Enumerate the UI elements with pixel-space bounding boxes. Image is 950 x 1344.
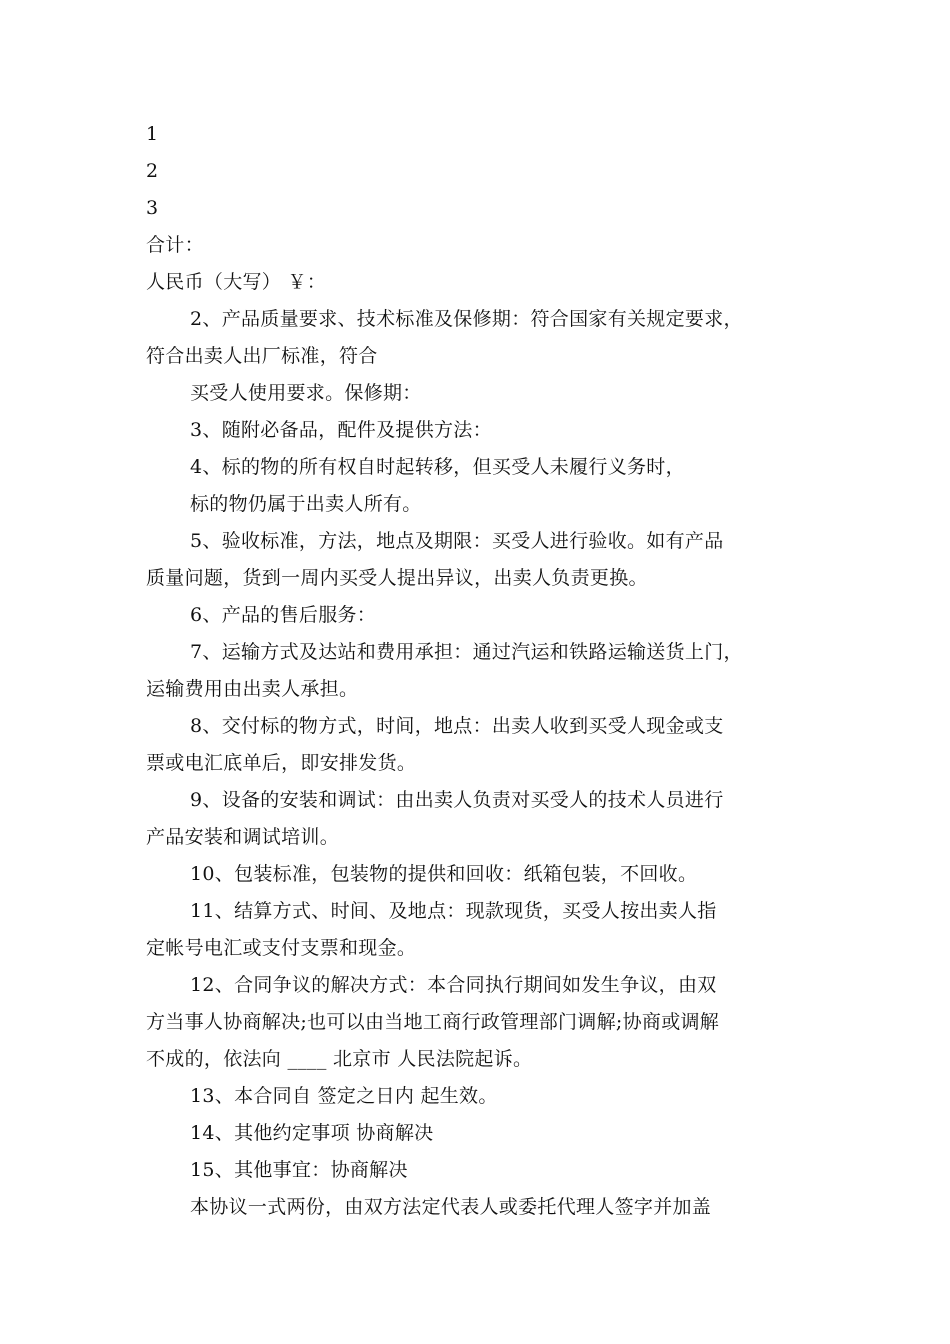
item-number-1: 1 [146, 123, 159, 145]
clause-7-line-1: 7、运输方式及达站和费用承担：通过汽运和铁路运输送货上门， [190, 641, 743, 663]
clause-4-line-2: 标的物仍属于出卖人所有。 [190, 493, 422, 515]
clause-4-line-1: 4、标的物的所有权自时起转移，但买受人未履行义务时， [190, 456, 685, 478]
agreement-copies-line: 本协议一式两份，由双方法定代表人或委托代理人签字并加盖 [190, 1196, 712, 1218]
clause-5-line-2: 质量问题，货到一周内买受人提出异议，出卖人负责更换。 [146, 567, 648, 589]
clause-12-line-1: 12、合同争议的解决方式：本合同执行期间如发生争议，由双 [190, 974, 717, 996]
clause-9-line-2: 产品安装和调试培训。 [146, 826, 340, 848]
item-number-2: 2 [146, 160, 159, 182]
clause-12-line-3: 不成的，依法向 ____ 北京市 人民法院起诉。 [146, 1048, 533, 1070]
clause-7-line-2: 运输费用由出卖人承担。 [146, 678, 359, 700]
clause-8-line-1: 8、交付标的物方式，时间，地点：出卖人收到买受人现金或支 [190, 715, 724, 737]
clause-11-line-2: 定帐号电汇或支付支票和现金。 [146, 937, 417, 959]
clause-13: 13、本合同自 签定之日内 起生效。 [190, 1085, 498, 1107]
clause-11-line-1: 11、结算方式、时间、及地点：现款现货，买受人按出卖人指 [190, 900, 717, 922]
clause-6: 6、产品的售后服务： [190, 604, 377, 626]
clause-2-line-2: 符合出卖人出厂标准，符合 [146, 345, 378, 367]
item-number-3: 3 [146, 197, 159, 219]
clause-12-line-2: 方当事人协商解决;也可以由当地工商行政管理部门调解;协商或调解 [146, 1011, 720, 1033]
clause-15: 15、其他事宜：协商解决 [190, 1159, 408, 1181]
total-label: 合计： [146, 234, 204, 256]
clause-10: 10、包装标准，包装物的提供和回收：纸箱包装，不回收。 [190, 863, 698, 885]
clause-2-line-3: 买受人使用要求。保修期： [190, 382, 422, 404]
document-page [146, 116, 810, 1226]
clause-14: 14、其他约定事项 协商解决 [190, 1122, 434, 1144]
clause-2-line-1: 2、产品质量要求、技术标准及保修期：符合国家有关规定要求， [190, 308, 743, 330]
clause-9-line-1: 9、设备的安装和调试：由出卖人负责对买受人的技术人员进行 [190, 789, 724, 811]
clause-8-line-2: 票或电汇底单后，即安排发货。 [146, 752, 417, 774]
clause-3: 3、随附必备品，配件及提供方法： [190, 419, 492, 441]
clause-5-line-1: 5、验收标准，方法，地点及期限：买受人进行验收。如有产品 [190, 530, 724, 552]
rmb-uppercase-label: 人民币（大写） ￥： [146, 271, 327, 293]
